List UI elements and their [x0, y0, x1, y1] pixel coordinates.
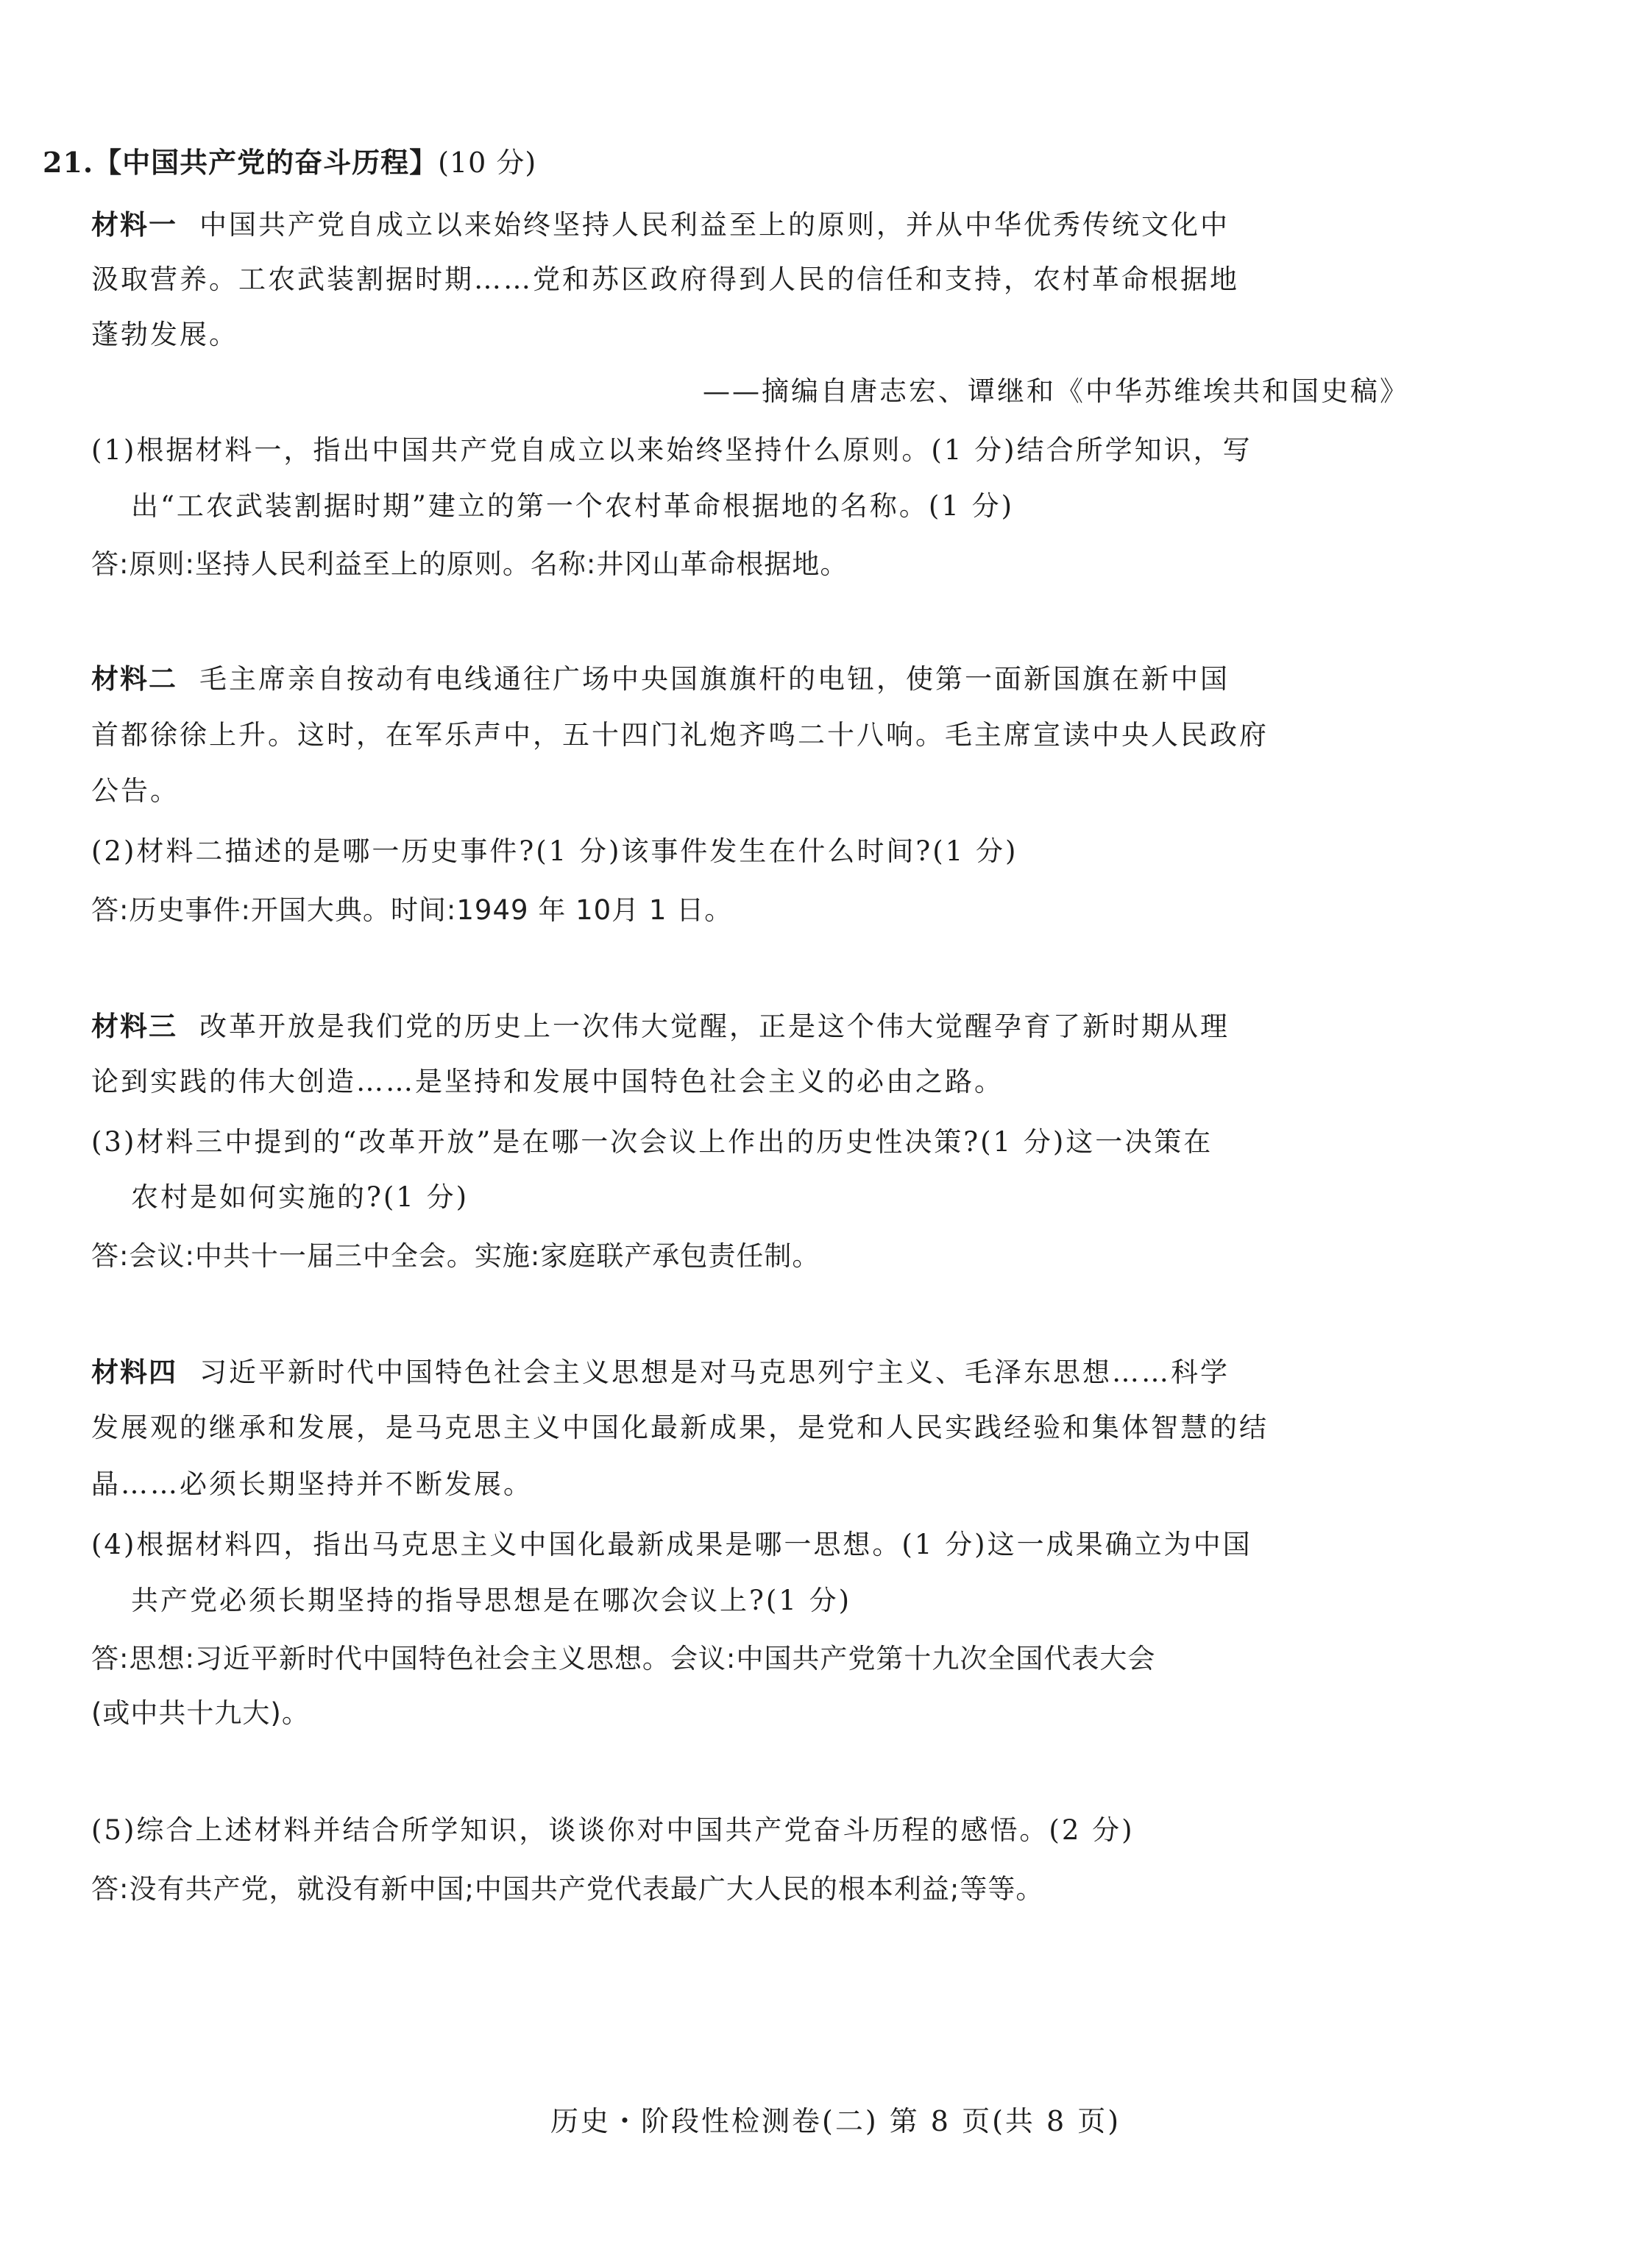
q3-line-1: (3)材料三中提到的“改革开放”是在哪一次会议上作出的历史性决策?(1 分)这一决策在 [91, 1126, 1213, 1158]
material-4-label: 材料四 [91, 1356, 177, 1388]
question-bracket-open: 【 [93, 146, 123, 179]
material-4-line-2: 发展观的继承和发展，是马克思主义中国化最新成果，是党和人民实践经验和集体智慧的结 [91, 1412, 1269, 1443]
material-4-text-1: 习近平新时代中国特色社会主义思想是对马克思列宁主义、毛泽东思想……科学 [199, 1356, 1230, 1388]
q2-line-1: (2)材料二描述的是哪一历史事件?(1 分)该事件发生在什么时间?(1 分) [91, 835, 1018, 867]
q5-line-1: (5)综合上述材料并结合所学知识，谈谈你对中国共产党奋斗历程的感悟。(2 分) [91, 1814, 1135, 1846]
material-1-line-2: 汲取营养。工农武装割据时期……党和苏区政府得到人民的信任和支持，农村革命根据地 [91, 263, 1239, 295]
q1-line-2: 出“工农武装割据时期”建立的第一个农村革命根据地的名称。(1 分) [131, 490, 1015, 522]
material-1-label: 材料一 [91, 208, 177, 241]
material-1-source: ——摘编自唐志宏、谭继和《中华苏维埃共和国史稿》 [703, 375, 1409, 407]
material-2-line-2: 首都徐徐上升。这时，在军乐声中，五十四门礼炮齐鸣二十八响。毛主席宣读中央人民政府 [91, 719, 1269, 751]
q4-answer-line-2: (或中共十九大)。 [91, 1697, 310, 1729]
material-2-label: 材料二 [91, 662, 177, 695]
q3-answer: 答:会议:中共十一届三中全会。实施:家庭联产承包责任制。 [91, 1240, 820, 1272]
question-title [43, 146, 536, 180]
material-3-line-1 [91, 1010, 1230, 1043]
material-1-text-1: 中国共产党自成立以来始终坚持人民利益至上的原则，并从中华优秀传统文化中 [199, 209, 1230, 241]
material-2-line-1 [91, 662, 1230, 696]
material-2-text-1: 毛主席亲自按动有电线通往广场中央国旗旗杆的电钮，使第一面新国旗在新中国 [199, 663, 1230, 695]
material-3-label: 材料三 [91, 1010, 177, 1042]
q1-answer: 答:原则:坚持人民利益至上的原则。名称:井冈山革命根据地。 [91, 548, 848, 580]
page-footer: 历史・阶段性检测卷(二) 第 8 页(共 8 页) [550, 2105, 1121, 2137]
q3-line-2: 农村是如何实施的?(1 分) [131, 1181, 469, 1213]
question-heading: 中国共产党的奋斗历程 [122, 146, 410, 179]
question-score: (10 分) [438, 146, 537, 179]
q4-line-2: 共产党必须长期坚持的指导思想是在哪次会议上?(1 分) [131, 1585, 852, 1616]
material-4-line-3: 晶……必须长期坚持并不断发展。 [91, 1468, 533, 1500]
q1-line-1: (1)根据材料一，指出中国共产党自成立以来始终坚持什么原则。(1 分)结合所学知识，写 [91, 434, 1252, 466]
material-1-line-1 [91, 208, 1230, 241]
material-3-line-2: 论到实践的伟大创造……是坚持和发展中国特色社会主义的必由之路。 [91, 1066, 1004, 1097]
q2-answer: 答:历史事件:开国大典。时间:1949 年 10月 1 日。 [91, 894, 733, 926]
question-bracket-close: 】 [409, 146, 439, 179]
material-4-line-1 [91, 1356, 1230, 1389]
q4-answer-line-1: 答:思想:习近平新时代中国特色社会主义思想。会议:中国共产党第十九次全国代表大会 [91, 1643, 1156, 1674]
material-3-text-1: 改革开放是我们党的历史上一次伟大觉醒，正是这个伟大觉醒孕育了新时期从理 [199, 1011, 1230, 1042]
material-1-line-3: 蓬勃发展。 [91, 319, 238, 350]
q4-line-1: (4)根据材料四，指出马克思主义中国化最新成果是哪一思想。(1 分)这一成果确立为中国 [91, 1529, 1252, 1560]
q5-answer: 答:没有共产党，就没有新中国;中国共产党代表最广大人民的根本利益;等等。 [91, 1873, 1044, 1905]
material-2-line-3: 公告。 [91, 775, 180, 807]
question-number: 21. [43, 146, 94, 179]
